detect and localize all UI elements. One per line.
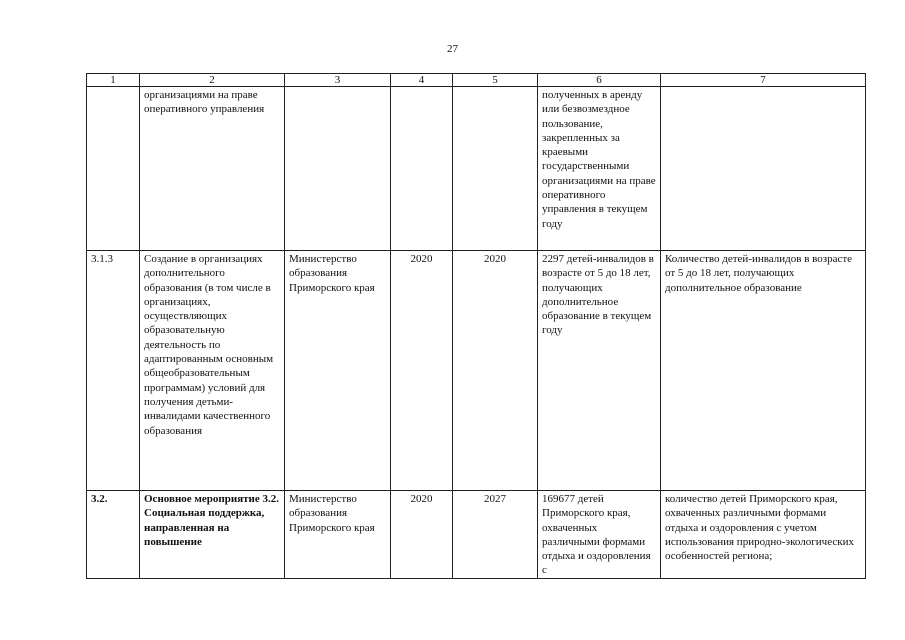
header-cell: 6 bbox=[538, 74, 661, 87]
activity-cell: Основное мероприятие 3.2. Социальная поддержка, направленная на повышение bbox=[140, 491, 285, 579]
start-year-cell: 2020 bbox=[391, 491, 453, 579]
result-cell bbox=[661, 87, 866, 251]
row-number bbox=[87, 87, 140, 251]
result-cell: Количество детей-инвалидов в возрасте от 5 до 18 лет, получающих дополнительное образование bbox=[661, 251, 866, 491]
header-cell: 4 bbox=[391, 74, 453, 87]
header-cell: 7 bbox=[661, 74, 866, 87]
header-cell: 3 bbox=[285, 74, 391, 87]
indicator-cell: полученных в аренду или безвозмездное пользование, закрепленных за краевыми государственными организациями на праве оперативного управления в текущем году bbox=[538, 87, 661, 251]
table-row bbox=[87, 87, 866, 251]
header-cell: 1 bbox=[87, 74, 140, 87]
row-number: 3.1.3 bbox=[87, 251, 140, 491]
row-number: 3.2. bbox=[87, 491, 140, 579]
page-number: 27 bbox=[447, 43, 458, 55]
executor-cell: Министерство образования Приморского края bbox=[285, 251, 391, 491]
activity-cell: организациями на праве оперативного управления bbox=[140, 87, 285, 251]
executor-cell bbox=[285, 87, 391, 251]
end-year-cell: 2020 bbox=[453, 251, 538, 491]
activity-cell: Создание в организациях дополнительного образования (в том числе в организациях, осуществляющих образовательную деятельность по адаптированным основным общеобразовательным программам) условий для получения детьми-инвалидами качественного образования bbox=[140, 251, 285, 491]
program-table bbox=[86, 73, 866, 579]
executor-cell: Министерство образования Приморского края bbox=[285, 491, 391, 579]
indicator-cell: 169677 детей Приморского края, охваченных различными формами отдыха и оздоровления с bbox=[538, 491, 661, 579]
table-header-row bbox=[87, 74, 866, 87]
table-row bbox=[87, 491, 866, 579]
header-cell: 2 bbox=[140, 74, 285, 87]
header-cell: 5 bbox=[453, 74, 538, 87]
end-year-cell: 2027 bbox=[453, 491, 538, 579]
start-year-cell bbox=[391, 87, 453, 251]
indicator-cell: 2297 детей-инвалидов в возрасте от 5 до 18 лет, получающих дополнительное образование в текущем году bbox=[538, 251, 661, 491]
table-row bbox=[87, 251, 866, 491]
end-year-cell bbox=[453, 87, 538, 251]
start-year-cell: 2020 bbox=[391, 251, 453, 491]
result-cell: количество детей Приморского края, охваченных различными формами отдыха и оздоровления с учетом использования природно-экологических особенностей региона; bbox=[661, 491, 866, 579]
